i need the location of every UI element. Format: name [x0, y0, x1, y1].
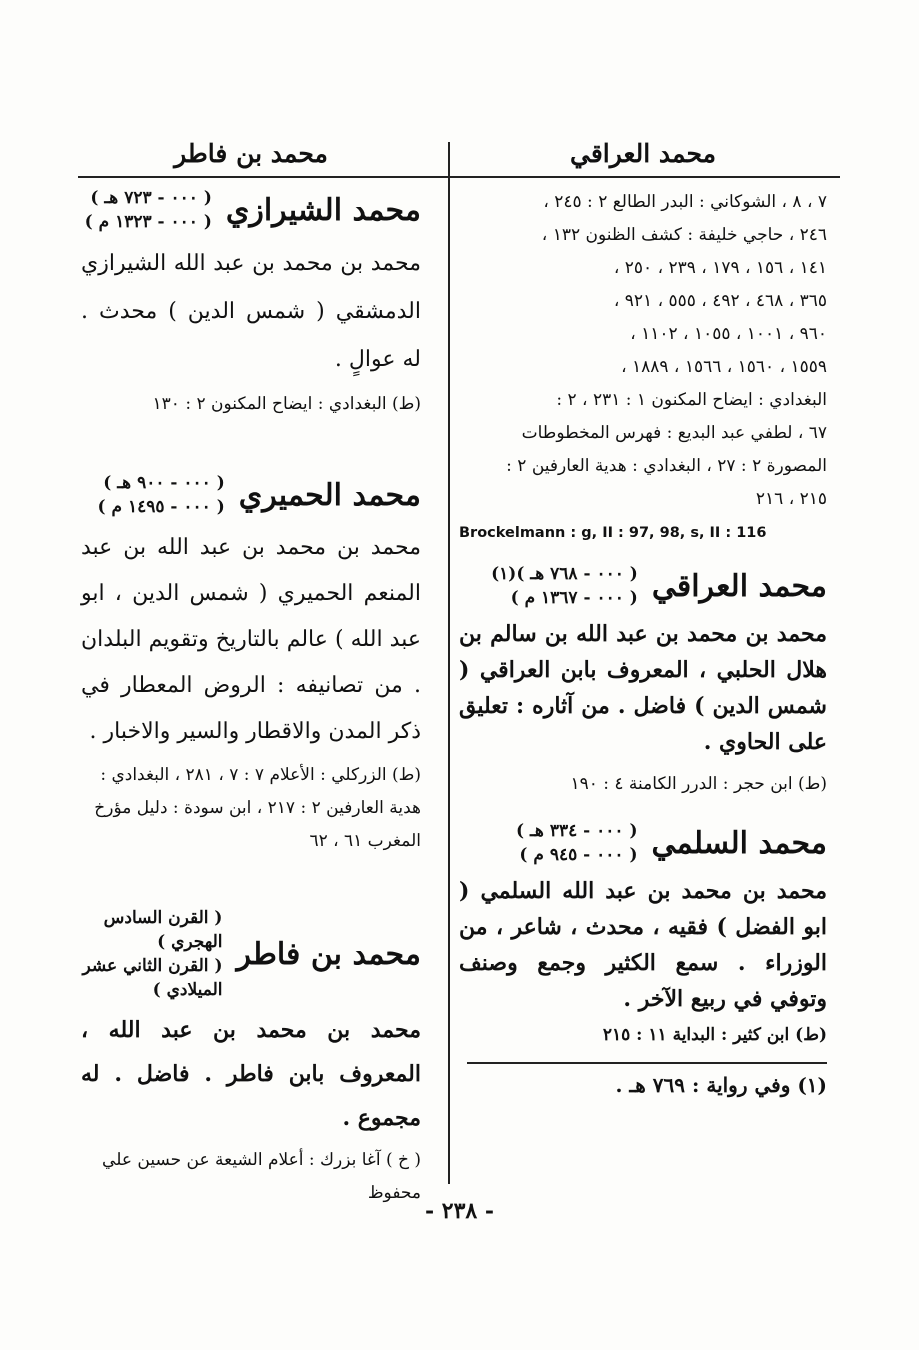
entry-source: (ط) البغدادي : ايضاح المكنون ٢ : ١٣٠: [152, 394, 421, 414]
ref-line: ٣٦٥ ، ٤٦٨ ، ٤٩٢ ، ٥٥٥ ، ٩٢١ ،: [613, 291, 827, 311]
ref-line: ٢٤٦ ، حاجي خليفة : كشف الظنون ١٣٢ ،: [541, 225, 827, 245]
entry-al-himyari: [81, 471, 421, 858]
footnote-divider: [467, 1062, 827, 1064]
entry-al-shirazi: [81, 186, 421, 421]
right-column-header: محمد العراقي: [570, 139, 716, 168]
entry-source: (ط) ابن كثير : البداية ١١ : ٢١٥: [602, 1025, 827, 1045]
left-column: [81, 132, 421, 1210]
hijri-date: ( ٠٠٠ - ٩٠٠ هـ ): [103, 473, 225, 493]
entry-dates: [516, 819, 638, 867]
entry-al-sulami: [459, 819, 827, 1052]
entry-dates: [491, 562, 638, 610]
ref-line: ٢١٥ ، ٢١٦: [755, 489, 827, 509]
gregorian-date: ( القرن الثاني عشر الميلادي ): [82, 956, 223, 1000]
entry-heading: [459, 562, 827, 610]
ref-line: ١٥٥٩ ، ١٥٦٠ ، ١٥٦٦ ، ١٨٨٩ ،: [621, 357, 827, 377]
hijri-date: ( ٠٠٠ - ٣٣٤ هـ ): [515, 821, 638, 841]
entry-body: محمد بن محمد بن عبد الله ، المعروف بابن فاطر . فاضل . له مجموع .: [81, 1017, 421, 1131]
latin-reference: Brockelmann : g, II : 97, 98, s, II : 116: [459, 525, 767, 541]
entry-heading: [81, 186, 421, 234]
hijri-date: ( ٠٠٠ - ٧٢٣ هـ ): [90, 188, 212, 208]
ref-line: ٦٧ ، لطفي عبد البديع : فهرس المخطوطات: [521, 423, 827, 443]
entry-name: محمد العراقي: [651, 568, 827, 604]
entry-name: محمد بن فاطر: [236, 936, 421, 972]
entry-body: محمد بن محمد بن عبد الله بن عبد المنعم الحميري ( شمس الدين ، ابو عبد الله ) عالم بالتاريخ وتقويم البلدان . من تصانيفه : الروض المعطار في ذكر المدن والاقطار والسير والاخبار .: [81, 535, 421, 744]
ref-line: المصورة ٢ : ٢٧ ، البغدادي : هدية العارفين ٢ :: [506, 456, 827, 476]
entry-heading: [459, 819, 827, 867]
ref-line: ٩٦٠ ، ١٠٠١ ، ١٠٥٥ ، ١١٠٢ ،: [630, 324, 827, 344]
entry-dates: [85, 186, 212, 234]
continuation-references: [459, 186, 827, 516]
page-number: - ٢٣٨ -: [424, 1198, 495, 1224]
right-column: [459, 132, 827, 1100]
column-divider: [448, 142, 450, 1184]
entry-source: (ط) الزركلي : الأعلام ٧ : ٧ ، ٢٨١ ، البغدادي : هدية العارفين ٢ : ٢١٧ ، ابن سودة : دليل مؤرخ المغرب ٦١ ، ٦٢: [94, 765, 421, 851]
entry-name: محمد الشيرازي: [225, 192, 421, 228]
left-column-header: محمد بن فاطر: [174, 139, 328, 168]
entry-source: (ط) ابن حجر : الدرر الكامنة ٤ : ١٩٠: [570, 774, 827, 794]
hijri-date: ( ٠٠٠ - ٧٦٨ هـ )(١): [491, 564, 638, 584]
gregorian-date: ( ٠٠٠ - ٩٤٥ م ): [519, 845, 638, 865]
entry-name: محمد السلمي: [651, 825, 827, 861]
entry-name: محمد الحميري: [238, 477, 421, 513]
entry-body: محمد بن محمد بن عبد الله بن سالم بن هلال الحلبي ، المعروف بابن العراقي ( شمس الدين ) فاضل . من آثاره : تعليق على الحاوي .: [459, 621, 827, 755]
gregorian-date: ( ٠٠٠ - ١٣٢٣ م ): [84, 212, 212, 232]
entry-body: محمد بن محمد بن عبد الله السلمي ( ابو الفضل ) فقيه ، محدث ، شاعر ، من الوزراء . سمع الكثير وجمع وصنف وتوفي في ربيع الآخر .: [459, 878, 827, 1012]
hijri-date: ( القرن السادس الهجري ): [103, 908, 223, 952]
entry-heading: [81, 906, 421, 1002]
entry-al-iraqi: [459, 562, 827, 801]
entry-dates: [81, 906, 222, 1002]
gregorian-date: ( ٠٠٠ - ١٤٩٥ م ): [97, 497, 225, 517]
entry-dates: [98, 471, 225, 519]
footnote: (١) وفي رواية : ٧٦٩ هـ .: [615, 1073, 827, 1097]
entry-heading: [81, 471, 421, 519]
ref-line: ٧ ، ٨ ، الشوكاني : البدر الطالع ٢ : ٢٤٥ ،: [543, 192, 827, 212]
gregorian-date: ( ٠٠٠ - ١٣٦٧ م ): [510, 588, 638, 608]
entry-ibn-fatir: [81, 906, 421, 1210]
ref-line: ١٤١ ، ١٥٦ ، ١٧٩ ، ٢٣٩ ، ٢٥٠ ،: [613, 258, 827, 278]
entry-source: ( خ ) آغا بزرك : أعلام الشيعة عن حسين علي محفوظ: [102, 1150, 421, 1203]
ref-line: البغدادي : ايضاح المكنون ١ : ٢٣١ ، ٢ :: [556, 390, 827, 410]
entry-body: محمد بن محمد بن عبد الله الشيرازي الدمشقي ( شمس الدين ) محدث . له عوالٍ .: [81, 251, 421, 372]
